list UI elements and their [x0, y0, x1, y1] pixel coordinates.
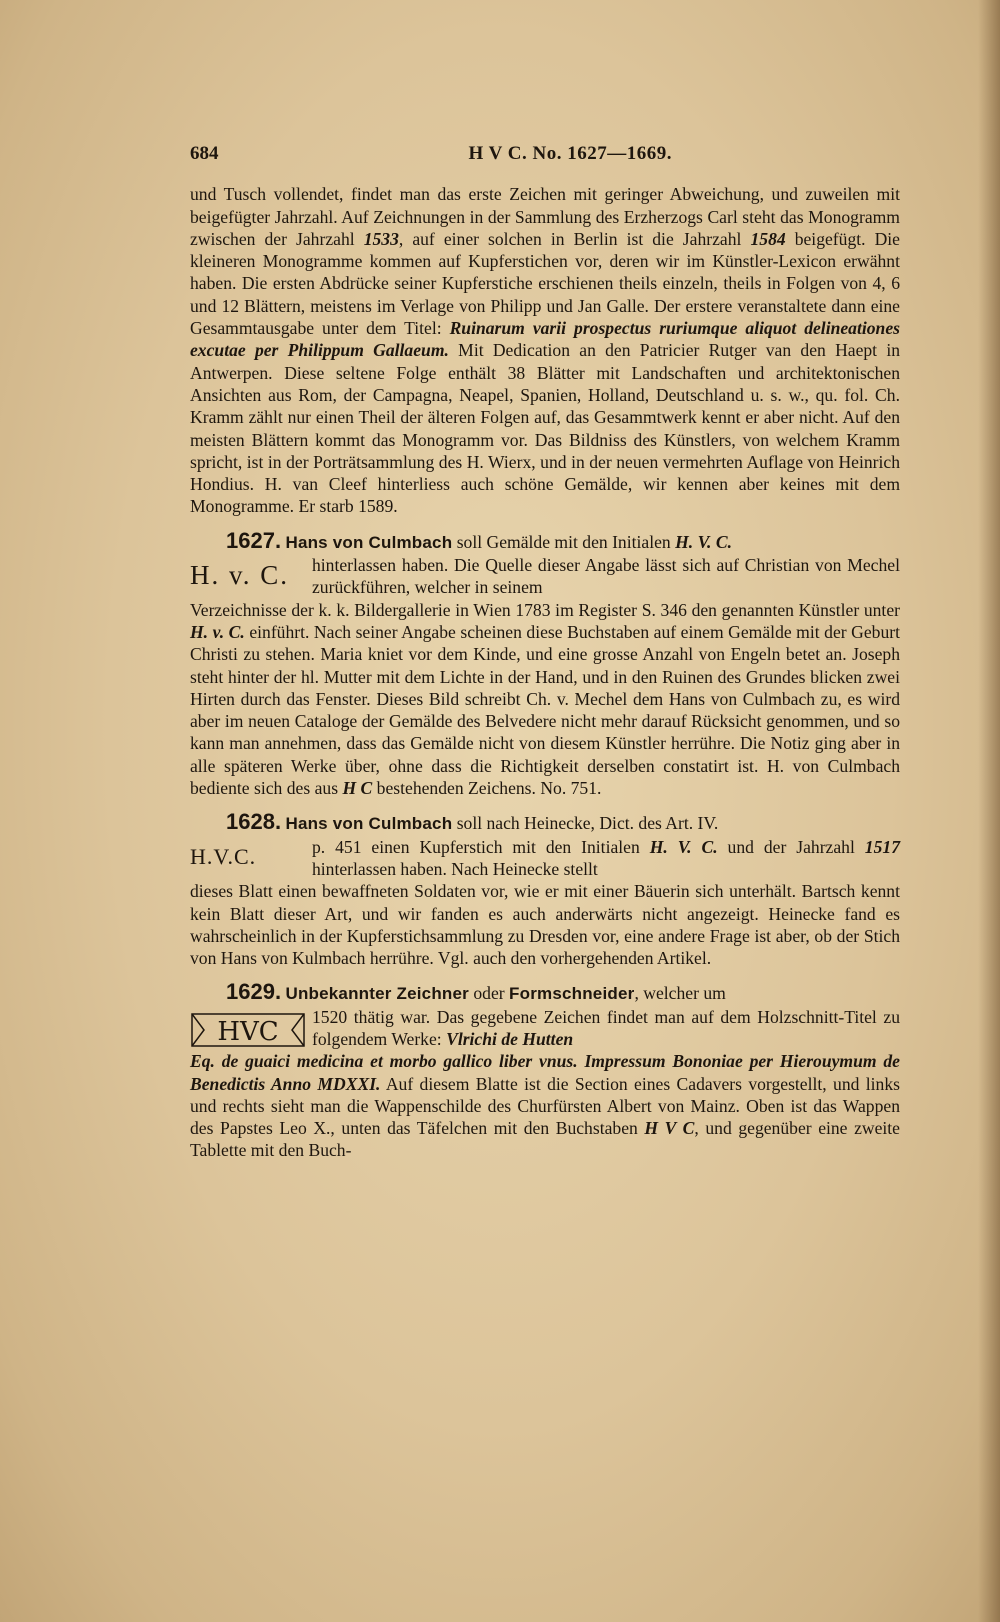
- monogram-mark: H.V.C.: [190, 843, 257, 869]
- entry-body-text-1: Auf diesem Blatte ist die Section eines Cadavers vorgestellt, und links und rechts sieht man die Wappenschilde des Churfürsten Albert von Mainz. Oben ist das Wappen des Papstes Leo X., unten das Täfelchen mit den Buchstaben: [190, 1073, 900, 1139]
- intro-year-1: 1533: [363, 228, 399, 249]
- intro-text-2: , auf einer solchen in Berlin ist die Jahrzahl: [398, 228, 751, 249]
- monogram-row: [190, 836, 900, 881]
- year: 1517: [864, 836, 900, 857]
- entry-number: 1628.: [226, 809, 282, 835]
- work-title: Vlrichi de Hutten: [446, 1028, 574, 1049]
- entry-heading-text: soll nach Heinecke, Dict. des Art. IV.: [452, 813, 719, 834]
- entry-1628: [190, 811, 900, 969]
- entry-heading: [190, 811, 900, 835]
- monogram-text: hinterlassen haben. Die Quelle dieser Angabe lässt sich auf Christian von Mechel zurückführen, welcher in seinem: [312, 555, 900, 598]
- running-title: H V C. No. 1627—1669.: [468, 143, 672, 164]
- entry-number: 1629.: [226, 979, 282, 1005]
- monogram-mark: H. v. C.: [190, 560, 290, 591]
- hvc-box-monogram: [190, 1010, 308, 1050]
- entry-body-text-1: Verzeichnisse der k. k. Bildergallerie in Wien 1783 im Register S. 346 den genannten Künstler unter: [190, 599, 900, 620]
- entry-heading-text: oder: [468, 983, 510, 1004]
- monogram-text: [312, 1006, 900, 1051]
- entry-1629: [190, 981, 900, 1161]
- initials: H. V. C.: [649, 836, 718, 857]
- entry-body-text-2: , und gegenüber eine zweite Tablette mit den Buch-: [190, 1118, 900, 1161]
- entry-body: [190, 599, 900, 800]
- intro-book-title: Ruinarum varii prospectus ruriumque aliquot delineationes excutae per Philippum Gallaeum.: [190, 318, 900, 361]
- entry-number: 1627.: [226, 527, 282, 553]
- entry-heading: [190, 527, 900, 554]
- intro-paragraph: [190, 183, 900, 517]
- monogram-text-2: und der Jahrzahl: [717, 836, 865, 857]
- intro-text-1: und Tusch vollendet, findet man das erste Zeichen mit geringer Abweichung, und zuweilen mit beigefügter Jahrzahl. Auf Zeichnungen in der Sammlung des Erzherzogs Carl steht das Monogramm zwischen der Jahrzahl: [190, 184, 900, 249]
- monogram-row: [190, 554, 900, 599]
- artist-role: Formschneider: [509, 984, 635, 1004]
- artist-name: Hans von Culmbach: [285, 814, 453, 834]
- entry-body: dieses Blatt einen bewaffneten Soldaten vor, wie er mit einer Bäuerin sich unterhält. Bartsch kennt kein Blatt dieser Art, und wir fanden es auch anderwärts nicht angezeigt. Heinecke fand es wahrscheinlich in der Kupferstichsammlung zu Dresden vor, eine andere Frage ist aber, ob der Stich von Hans von Kulmbach herrühre. Vgl. auch den vorhergehenden Artikel.: [190, 881, 900, 969]
- initials: H. V. C.: [675, 531, 732, 552]
- entry-heading-text-2: , welcher um: [634, 983, 726, 1004]
- intro-text-4: Mit Dedication an den Patricier Rutger van den Haept in Antwerpen. Diese seltene Folge enthält 38 Blätter mit Landschaften und architektonischen Ansichten aus Rom, der Campagna, Neapel, Spanien, Holland, Deutschland u. s. w., qu. fol. Ch. Kramm zählt nur einen Theil der älteren Folgen auf, das Gesammtwerk kennt er aber nicht. Auf den meisten Blättern kommt das Monogramm vor. Das Bildniss des Künstlers, von welchem Kramm spricht, ist in der Porträtsammlung des H. Wierx, und in der neuen vermehrten Auflage von Heinrich Hondius. H. van Cleef hinterliess auch schöne Gemälde, wir kennen aber keines mit dem Monogramme. Er starb 1589.: [190, 340, 901, 517]
- page-spine-shadow: [978, 0, 1000, 1622]
- monogram-row: [190, 1006, 900, 1051]
- page-number: 684: [190, 143, 219, 164]
- entry-body: [190, 1050, 900, 1161]
- entry-body-sign: H C: [342, 778, 373, 799]
- intro-year-2: 1584: [750, 228, 786, 249]
- entry-heading: [190, 981, 900, 1005]
- entry-body-text-3: bestehenden Zeichens. No. 751.: [372, 778, 602, 799]
- page-content: [190, 143, 900, 1162]
- artist-name: Unbekannter Zeichner: [285, 984, 469, 1004]
- monogram-text: [312, 836, 900, 881]
- monogram-text-1: p. 451 einen Kupferstich mit den Initialen: [312, 836, 650, 857]
- entry-1627: [190, 527, 900, 800]
- entry-body-text-2: einführt. Nach seiner Angabe scheinen diese Buchstaben auf einem Gemälde mit der Geburt Christi zu stehen. Maria kniet vor dem Kinde, und eine grosse Anzahl von Engeln betet an. Joseph steht hinter der hl. Mutter mit dem Lichte in der Hand, und in den Ruinen des Grundes blicken zwei Hirten durch das Fenster. Dieses Bild schreibt Ch. v. Mechel dem Hans von Culmbach zu, es wird aber im neuen Cataloge der Gemälde des Belvedere nicht mehr darauf Rücksicht genommen, und so kann man annehmen, dass das Gemälde nicht von diesem Künstler herrühre. Die Notiz ging aber in alle späteren Werke über, ohne dass die Richtigkeit derselben constatirt ist. H. von Culmbach bediente sich des aus: [190, 621, 900, 799]
- monogram-text-3: hinterlassen haben. Nach Heinecke stellt: [312, 858, 598, 879]
- running-header: [190, 143, 900, 165]
- entry-heading-text: soll Gemälde mit den Initialen: [452, 531, 676, 552]
- monogram-letters: HVC: [217, 1016, 279, 1047]
- intro-text-3: beigefügt. Die kleineren Monogramme kommen auf Kupferstichen vor, deren wir im Künstler-Lexicon erwähnt haben. Die ersten Abdrücke seiner Kupferstiche erschienen theils einzeln, theils in Folgen von 4, 6 und 12 Blättern, meistens im Verlage von Philipp und Jan Galle. Der erstere veranstaltete dann eine Gesammtausgabe unter dem Titel:: [190, 228, 900, 339]
- entry-body-letters: H V C: [644, 1118, 695, 1139]
- entry-body-initials: H. v. C.: [190, 621, 245, 642]
- monogram-text-1: 1520 thätig war. Das gegebene Zeichen findet man auf dem Holzschnitt-Titel zu folgendem Werke:: [312, 1006, 900, 1049]
- artist-name: Hans von Culmbach: [285, 532, 453, 552]
- work-title-continued: Eq. de guaici medicina et morbo gallico liber vnus. Impressum Bononiae per Hierouymum de Benedictis Anno MDXXI.: [190, 1051, 900, 1094]
